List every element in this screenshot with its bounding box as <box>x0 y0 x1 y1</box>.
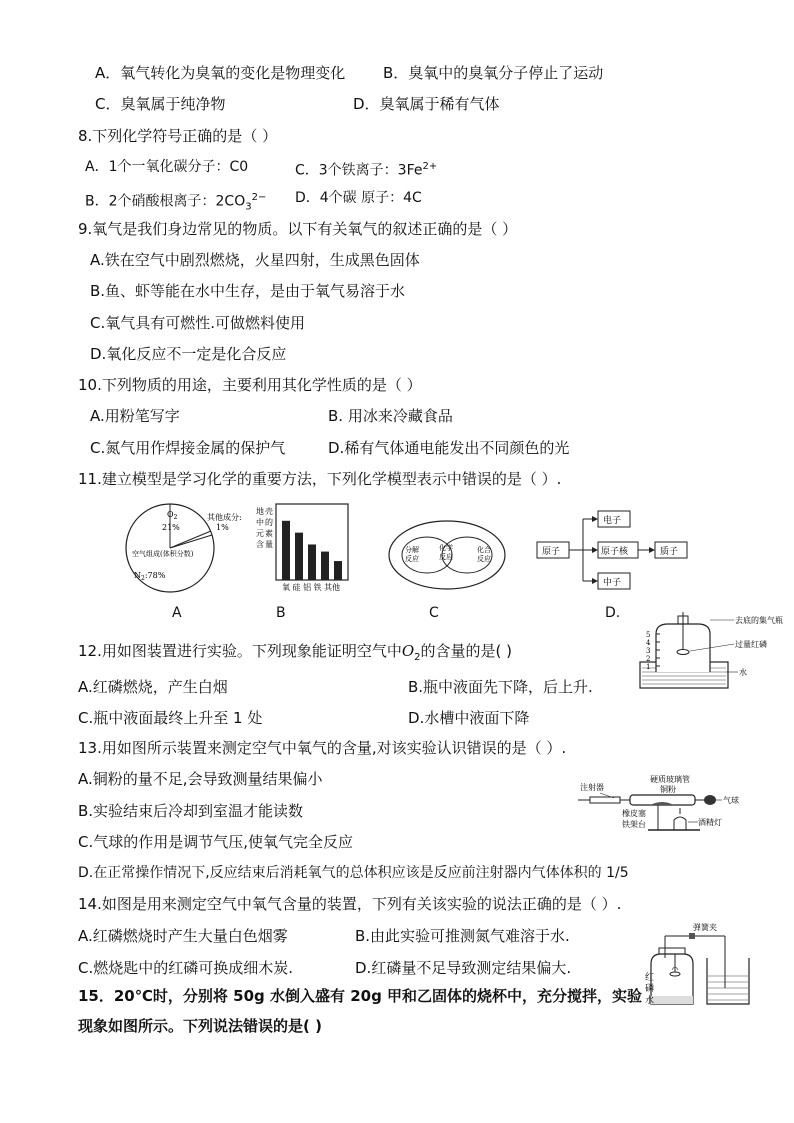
q7-option-b: B．臭氧中的臭氧分子停止了运动 <box>383 64 604 82</box>
c-mid-2: 反应 <box>439 553 453 561</box>
bar-x-labels: 氧 硅 铝 铁 其他 <box>282 583 341 592</box>
bar-硅 <box>295 533 303 580</box>
bar-y-label-char: 含 <box>256 540 264 549</box>
c-left-2: 反应 <box>405 555 419 563</box>
c-right-2: 反应 <box>477 555 491 563</box>
bar-铁 <box>321 552 329 580</box>
d-proton: 质子 <box>660 547 679 557</box>
q12-option-b: B.瓶中液面先下降，后上升. <box>408 678 593 696</box>
q11-figure-b-bars <box>248 500 356 598</box>
q14-option-b: B.由此实验可推测氮气难溶于水. <box>355 927 570 945</box>
q12-label-phosphorus: 过量红磷 <box>735 640 767 649</box>
bar-其他 <box>334 561 342 580</box>
q13-label-tube: 硬质玻璃管 <box>650 775 690 784</box>
q13-option-d: D.在正常操作情况下,反应结束后消耗氧气的总体积应该是反应前注射器内气体体积的 1/5 <box>78 865 629 881</box>
q9-stem: 9.氧气是我们身边常见的物质。以下有关氧气的叙述正确的是（ ） <box>78 220 518 238</box>
bar-y-label-char: 中 <box>256 518 264 527</box>
q12-label-water: 水 <box>739 668 747 677</box>
q14-label-water: 水 <box>645 996 655 1006</box>
d-nucleus: 原子核 <box>601 547 629 557</box>
q10-option-d: D.稀有气体通电能发出不同颜色的光 <box>328 439 570 457</box>
bar-y-label-char: 素 <box>265 529 273 538</box>
q9-option-b: B.鱼、虾等能在水中生存，是由于氧气易溶于水 <box>90 282 406 300</box>
q8-option-b: B．2个硝酸根离子：$2CO_3^{2-}$ <box>85 192 267 213</box>
bar-氧 <box>282 521 290 580</box>
pie-o2-label: $O_2$ <box>167 510 178 521</box>
q13-label-stand: 铁架台 <box>622 820 646 829</box>
bar-y-label-char: 元 <box>256 529 264 538</box>
q14-option-d: D.红磷量不足导致测定结果偏大. <box>355 959 572 977</box>
q9-option-c: C.氧气具有可燃性.可做燃料使用 <box>90 314 306 332</box>
caption-b: B <box>276 605 286 621</box>
q7-option-a: A．氧气转化为臭氧的变化是物理变化 <box>95 64 346 82</box>
q13-option-a: A.铜粉的量不足,会导致测量结果偏小 <box>78 770 323 788</box>
bar-y-label-char: 量 <box>265 540 273 549</box>
q12-scale-mark: 1 <box>646 663 651 671</box>
c-right-1: 化合 <box>477 546 491 554</box>
q13-stem: 13.用如图所示装置来测定空气中氧气的含量,对该实验认识错误的是（ ）. <box>78 739 567 757</box>
q14-label-clamp: 弹簧夹 <box>693 923 717 932</box>
caption-a: A <box>172 605 182 621</box>
q7-option-d: D．臭氧属于稀有气体 <box>353 95 500 113</box>
pie-other-label: 其他成分: <box>207 513 242 522</box>
q13-label-stopper: 橡皮塞 <box>622 809 646 818</box>
q12-option-a: A.红磷燃烧，产生白烟 <box>78 678 228 696</box>
q14-option-a: A.红磷燃烧时产生大量白色烟雾 <box>78 927 288 945</box>
q12-option-c: C.瓶中液面最终上升至 1 处 <box>78 709 263 727</box>
q14-stem: 14.如图是用来测定空气中氧气含量的装置，下列有关该实验的说法正确的是（ ）. <box>78 895 622 913</box>
caption-d: D. <box>605 605 621 621</box>
d-atom: 原子 <box>542 547 561 557</box>
q13-label-copper: 铜粉 <box>660 785 676 794</box>
pie-o2-pct: 21% <box>162 523 180 532</box>
q13-label-syringe: 注射器 <box>580 783 604 792</box>
q8-option-d: D．4个碳 原子：4C <box>295 190 422 206</box>
q12-scale-mark: 3 <box>646 647 651 655</box>
q8-stem: 8.下列化学符号正确的是（ ） <box>78 127 278 145</box>
d-neutron: 中子 <box>603 578 622 588</box>
q10-option-a: A.用粉笔写字 <box>90 407 180 425</box>
q13-label-lamp: 酒精灯 <box>698 818 722 827</box>
pie-title: 空气组成(体积分数) <box>132 550 194 558</box>
d-electron: 电子 <box>603 516 622 526</box>
q14-label-phos: 磷 <box>645 984 655 994</box>
pie-n2-label: $N_2:78\%$ <box>134 571 166 582</box>
q15-line-1: 15．20℃时，分别将 50g 水倒入盛有 20g 甲和乙固体的烧杯中，充分搅拌，实验 <box>78 987 643 1005</box>
q12-scale-mark: 5 <box>646 631 651 639</box>
q12-stem: 12.用如图装置进行实验。下列现象能证明空气中$O_2$的含量的是( ) <box>78 642 513 663</box>
bar-铝 <box>308 544 316 580</box>
q14-label-red: 红 <box>645 973 655 983</box>
q11-stem: 11.建立模型是学习化学的重要方法，下列化学模型表示中错误的是（ ）. <box>78 470 562 488</box>
q15-line-2: 现象如图所示。下列说法错误的是( ) <box>78 1017 322 1035</box>
c-mid-1: 化学 <box>439 544 453 552</box>
q12-option-d: D.水槽中液面下降 <box>408 709 530 727</box>
q9-option-a: A.铁在空气中剧烈燃烧，火星四射，生成黑色固体 <box>90 251 420 269</box>
q10-option-c: C.氮气用作焊接金属的保护气 <box>90 439 286 457</box>
q13-option-c: C.气球的作用是调节气压,使氧气完全反应 <box>78 833 354 851</box>
q8-option-c: C．3个铁离子：$3Fe^{2+}$ <box>295 161 438 179</box>
q10-stem: 10.下列物质的用途，主要利用其化学性质的是（ ） <box>78 376 422 394</box>
bar-y-label-char: 壳 <box>265 507 273 516</box>
q11-figure-c-ellipses <box>385 515 515 595</box>
q14-apparatus <box>645 918 765 1010</box>
q12-label-bottle: 去底的集气瓶 <box>735 616 783 625</box>
q13-label-balloon: 气球 <box>723 796 739 805</box>
q10-option-b: B. 用冰来冷藏食品 <box>328 407 453 425</box>
q11-figure-a-pie <box>112 498 247 598</box>
q12-apparatus <box>638 612 783 692</box>
q8-option-a: A．1个一氧化碳分子：C0 <box>85 159 249 175</box>
caption-c: C <box>429 605 439 621</box>
q13-apparatus <box>570 772 755 834</box>
q12-scale-mark: 4 <box>646 639 651 647</box>
q13-option-b: B.实验结束后冷却到室温才能读数 <box>78 802 304 820</box>
bar-y-label-char: 的 <box>265 518 273 527</box>
bar-y-label-char: 地 <box>256 507 264 516</box>
c-left-1: 分解 <box>405 546 419 554</box>
pie-other-pct: 1% <box>216 523 229 532</box>
q12-scale-mark: 2 <box>646 655 651 663</box>
q7-option-c: C．臭氧属于纯净物 <box>95 95 226 113</box>
q11-figure-d-flow <box>535 508 700 600</box>
q14-option-c: C.燃烧匙中的红磷可换成细木炭. <box>78 959 294 977</box>
q9-option-d: D.氧化反应不一定是化合反应 <box>90 345 287 363</box>
